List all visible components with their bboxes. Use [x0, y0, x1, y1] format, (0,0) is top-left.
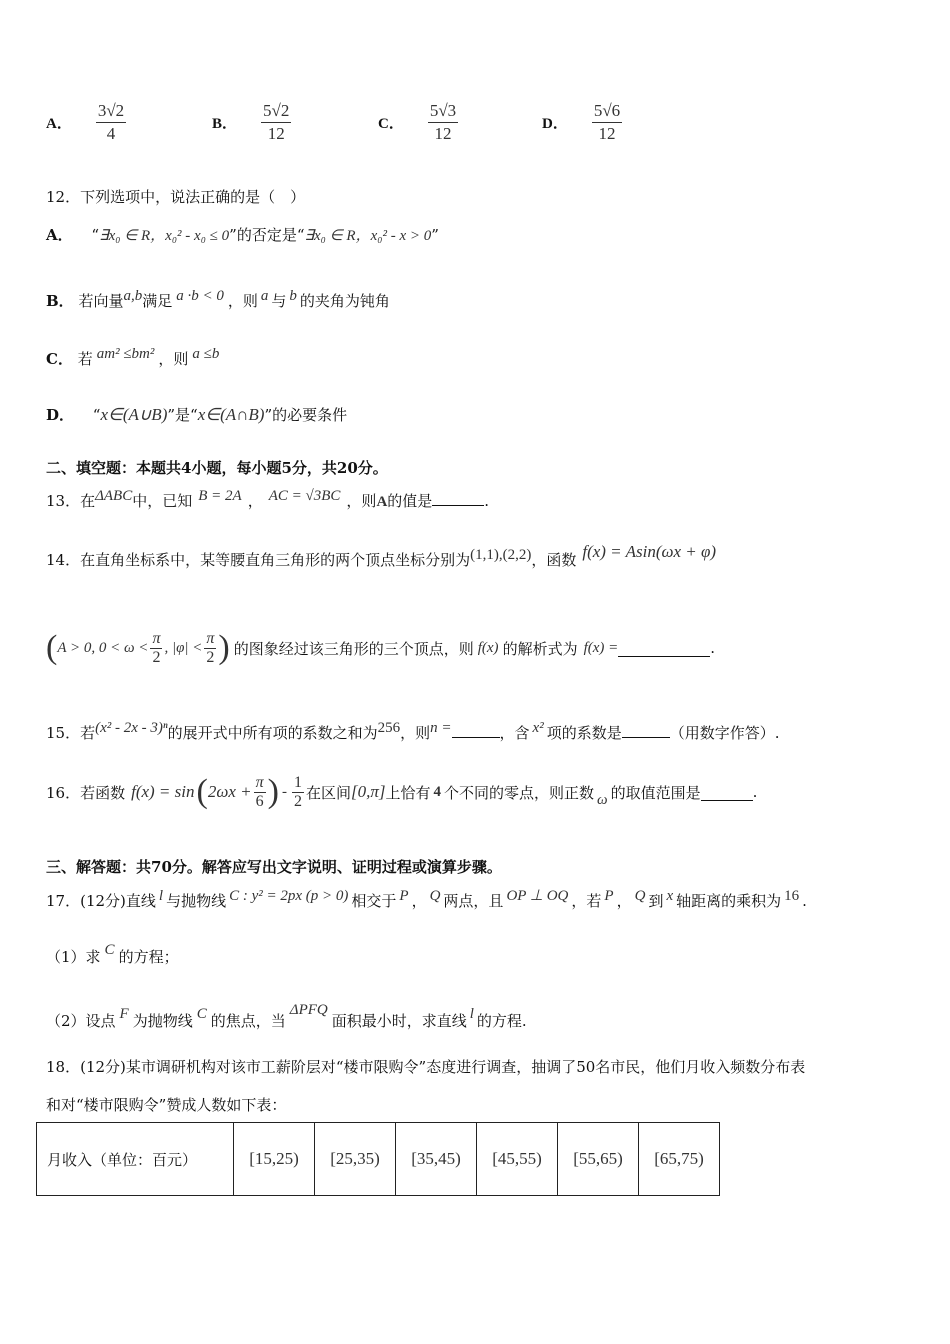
pi-over-6: $\frac{\pi}{6}$: [255, 773, 264, 810]
table-cell: [45,55): [477, 1123, 558, 1196]
answer-blank[interactable]: [618, 640, 710, 657]
option-d: [542, 100, 622, 145]
option-fraction: $\frac{5√3}{12}$: [429, 101, 457, 143]
option-fraction: $\frac{5√6}{12}$: [593, 101, 621, 143]
option-fraction: $\frac{3√2}{4}$: [97, 101, 125, 143]
pi-over-2: $\frac{\pi}{2}$: [152, 629, 161, 666]
table-cell: [35,45): [396, 1123, 477, 1196]
section-3-heading: 三、解答题：共70分。解答应写出文字说明、证明过程或演算步骤。: [46, 858, 502, 876]
answer-blank[interactable]: [432, 505, 484, 506]
option-c: [378, 100, 458, 145]
q14-line2: ( A > 0, 0 < ω < $\frac{\pi}{2}$ , |φ| < $\frac{\pi}{2}$ ) 的图象经过该三角形的三个顶点，则 f(x) 的解析式为 f(x) = .: [46, 629, 716, 666]
q12-option-d: D． “x∈(A∪B)”是“x∈(A∩B)”的必要条件: [46, 405, 348, 424]
q12-stem: 12．下列选项中，说法正确的是（ ）: [46, 188, 306, 206]
answer-blank[interactable]: [701, 784, 753, 801]
income-table: [36, 1122, 720, 1196]
section-2-heading: 二、填空题：本题共4小题，每小题5分，共20分。: [46, 459, 388, 477]
q18-line2: 和对“楼市限购令”赞成人数如下表：: [46, 1096, 287, 1114]
q15: 15．若(x² - 2x - 3)ⁿ的展开式中所有项的系数之和为256，则n = ，含 x² 项的系数是 （用数字作答）.: [46, 720, 780, 742]
option-label: B．: [212, 116, 238, 132]
option-b: [212, 100, 291, 145]
q17-part2: （2）设点 F 为抛物线 C 的焦点，当ΔPFQ面积最小时，求直线 l 的方程.: [46, 1002, 527, 1030]
q14-line1: 14．在直角坐标系中，某等腰直角三角形的两个顶点坐标分别为(1,1),(2,2)，函数 f(x) = Asin(ωx + φ): [46, 542, 717, 569]
answer-blank[interactable]: [452, 737, 500, 738]
q17: 17．(12分)直线 l 与抛物线 C : y² = 2px (p > 0) 相交于 P ， Q 两点，且 OP ⊥ OQ ，若 P ， Q 到 x 轴距离的乘积为 16 .: [46, 888, 807, 910]
table-header-cell: 月收入（单位：百元）: [37, 1123, 234, 1196]
option-label: D．: [542, 116, 568, 132]
q13: 13．在ΔABC中，已知 B = 2A ， AC = √3BC ，则A的值是 .: [46, 488, 490, 510]
q18-line1: 18．(12分)某市调研机构对该市工薪阶层对“楼市限购令”态度进行调查，抽调了50名市民，他们月收入频数分布表: [46, 1058, 806, 1076]
table-row: [37, 1123, 720, 1196]
q12-option-c: C． 若 am² ≤bm² ，则 a ≤b: [46, 346, 220, 368]
pi-over-2: $\frac{\pi}{2}$: [206, 629, 215, 666]
answer-blank[interactable]: [622, 737, 670, 738]
table-cell: [25,35): [315, 1123, 396, 1196]
q12-option-b: B． 若向量a,b满足 a ·b < 0 ，则 a 与 b 的夹角为钝角: [46, 288, 390, 310]
option-fraction: $\frac{5√2}{12}$: [263, 101, 290, 143]
q17-part1: （1）求 C 的方程；: [46, 942, 179, 966]
option-label: C．: [378, 116, 404, 132]
table-cell: [15,25): [234, 1123, 315, 1196]
q12-option-a: A． “∃x₀ ∈ R，x₀² - x₀ ≤ 0”的否定是“∃x₀ ∈ R，x₀² - x > 0”: [46, 226, 439, 244]
one-half: $\frac{1}{2}$: [293, 773, 302, 810]
q16: 16．若函数 f(x) = sin ( 2ωx + $\frac{\pi}{6}$ ) - $\frac{1}{2}$ 在区间 [0,π] 上恰有 4 个不同的零点，则正数 ω 的取值范围是 .: [46, 773, 758, 810]
table-cell: [65,75): [639, 1123, 720, 1196]
option-a: [46, 100, 126, 145]
table-cell: [55,65): [558, 1123, 639, 1196]
option-label: A．: [46, 116, 72, 132]
